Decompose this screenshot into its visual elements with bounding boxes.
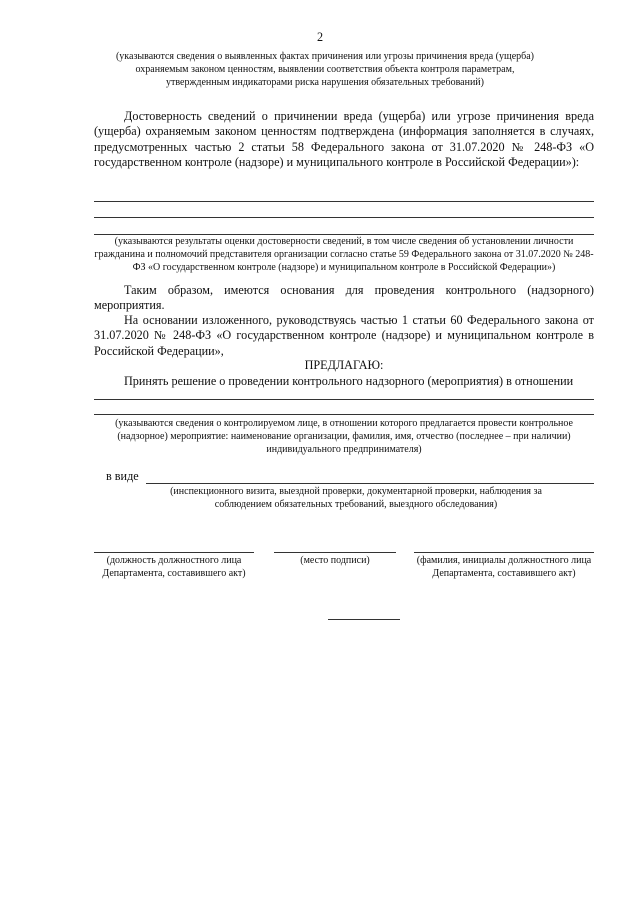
caption-form: (инспекционного визита, выездной проверки, документарной проверки, наблюдения за соблюдением обязательных требований, выездного обследования) — [170, 486, 542, 510]
in-form-label: в виде — [106, 469, 139, 483]
closing-line — [328, 619, 400, 620]
fill-line-1[interactable] — [94, 201, 594, 202]
fill-line-5[interactable] — [94, 414, 594, 415]
caption-controlled-person: (указываются сведения о контролируемом лице, в отношении которого предлагается провести контрольное (надзорное) мероприятие: наименование организации, фамилия, имя, отчество (последнее – при наличии) индивидуального предпринимателя) — [115, 418, 573, 455]
caption-reliability: (указываются результаты оценки достоверности сведений, в том числе сведения об установлении личности гражданина и полномочий представителя организации согласно статье 59 Федерального закона от 31.07.2020 № 248-ФЗ «О государственном контроле (надзоре) и муниципальном контроле в Российской Федерации») — [94, 236, 594, 273]
sign-caption: (место подписи) — [300, 555, 370, 566]
reliability-paragraph: Достоверность сведений о причинении вреда (ущерба) или угрозе причинения вреда (ущерба) охраняемым законом ценностям подтверждена (информация заполняется в случаях, предусмотренных частью 2 статьи 58 Федерального закона от 31.07.2020 № 248-ФЗ «О государственном контроле (надзоре) и муниципального контроле в Российской Федерации»): — [94, 109, 594, 170]
position-caption: (должность должностного лица Департамента, составившего акт) — [102, 555, 246, 579]
page-number: 2 — [316, 30, 324, 44]
decision-paragraph: Принять решение о проведении контрольного надзорного (мероприятия) в отношении — [124, 374, 574, 388]
position-line[interactable] — [94, 552, 254, 553]
sign-line[interactable] — [274, 552, 396, 553]
basis-paragraph: На основании изложенного, руководствуясь частью 1 статьи 60 Федерального закона от 31.07.2020 № 248-ФЗ «О государственном контроле (надзоре) и муниципальном контроле в Российской Федерации», — [94, 313, 594, 358]
fill-line-4[interactable] — [94, 399, 594, 400]
name-line[interactable] — [414, 552, 594, 553]
form-fill-line[interactable] — [146, 483, 594, 484]
grounds-paragraph: Таким образом, имеются основания для проведения контрольного (надзорного) мероприятия. — [94, 283, 594, 313]
caption-violations: (указываются сведения о выявленных фактах причинения или угрозы причинения вреда (ущерба) охраняемым законом ценностям, выявлении соответствия объекта контроля параметрам, утвержденным индикаторами риска нарушения обязательных требований) — [115, 51, 535, 88]
fill-line-2[interactable] — [94, 217, 594, 218]
name-caption: (фамилия, инициалы должностного лица Департамента, составившего акт) — [416, 555, 592, 579]
propose-heading: ПРЕДЛАГАЮ: — [304, 358, 384, 372]
